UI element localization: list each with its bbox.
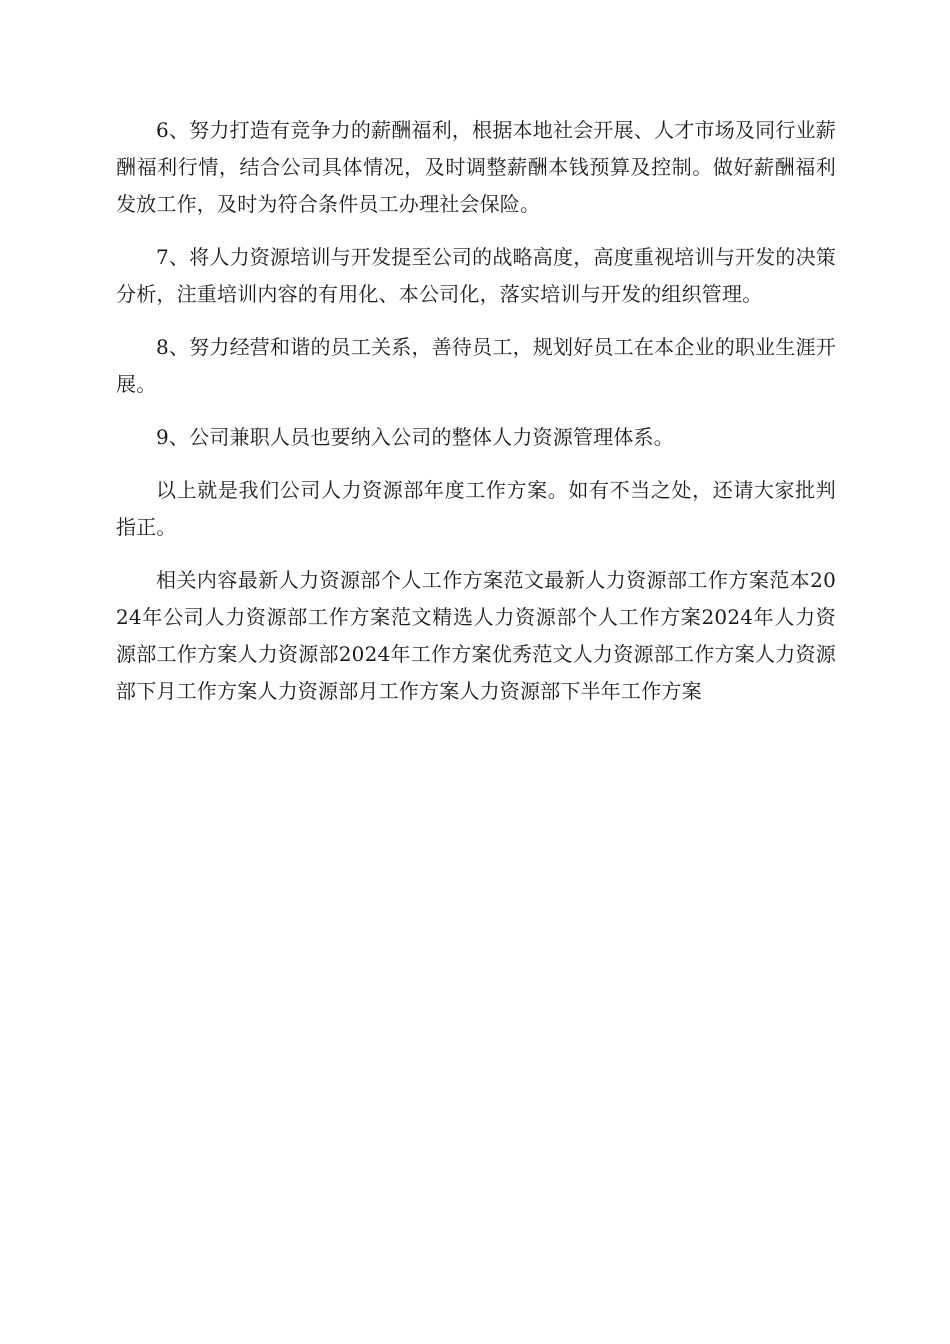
paragraph-item-6: 6、努力打造有竞争力的薪酬福利，根据本地社会开展、人才市场及同行业薪酬福利行情，结合公司具体情况，及时调整薪酬本钱预算及控制。做好薪酬福利发放工作，及时为符合条件员工办理社会保险。: [116, 118, 836, 216]
paragraph-item-8: 8、努力经营和谐的员工关系，善待员工，规划好员工在本企业的职业生涯开展。: [116, 335, 836, 396]
paragraph-conclusion: 以上就是我们公司人力资源部年度工作方案。如有不当之处，还请大家批判指正。: [116, 478, 836, 539]
paragraph-item-7: 7、将人力资源培训与开发提至公司的战略高度，高度重视培训与开发的决策分析，注重培训内容的有用化、本公司化，落实培训与开发的组织管理。: [116, 245, 836, 306]
document-body: [116, 112, 836, 726]
paragraph-related-content: 相关内容最新人力资源部个人工作方案范文最新人力资源部工作方案范本2024年公司人力资源部工作方案范文精选人力资源部个人工作方案2024年人力资源部工作方案人力资源部2024年工作方案优秀范文人力资源部工作方案人力资源部下月工作方案人力资源部月工作方案人力资源部下半年工作方案: [116, 568, 836, 703]
paragraph-item-9: 9、公司兼职人员也要纳入公司的整体人力资源管理体系。: [156, 425, 674, 449]
